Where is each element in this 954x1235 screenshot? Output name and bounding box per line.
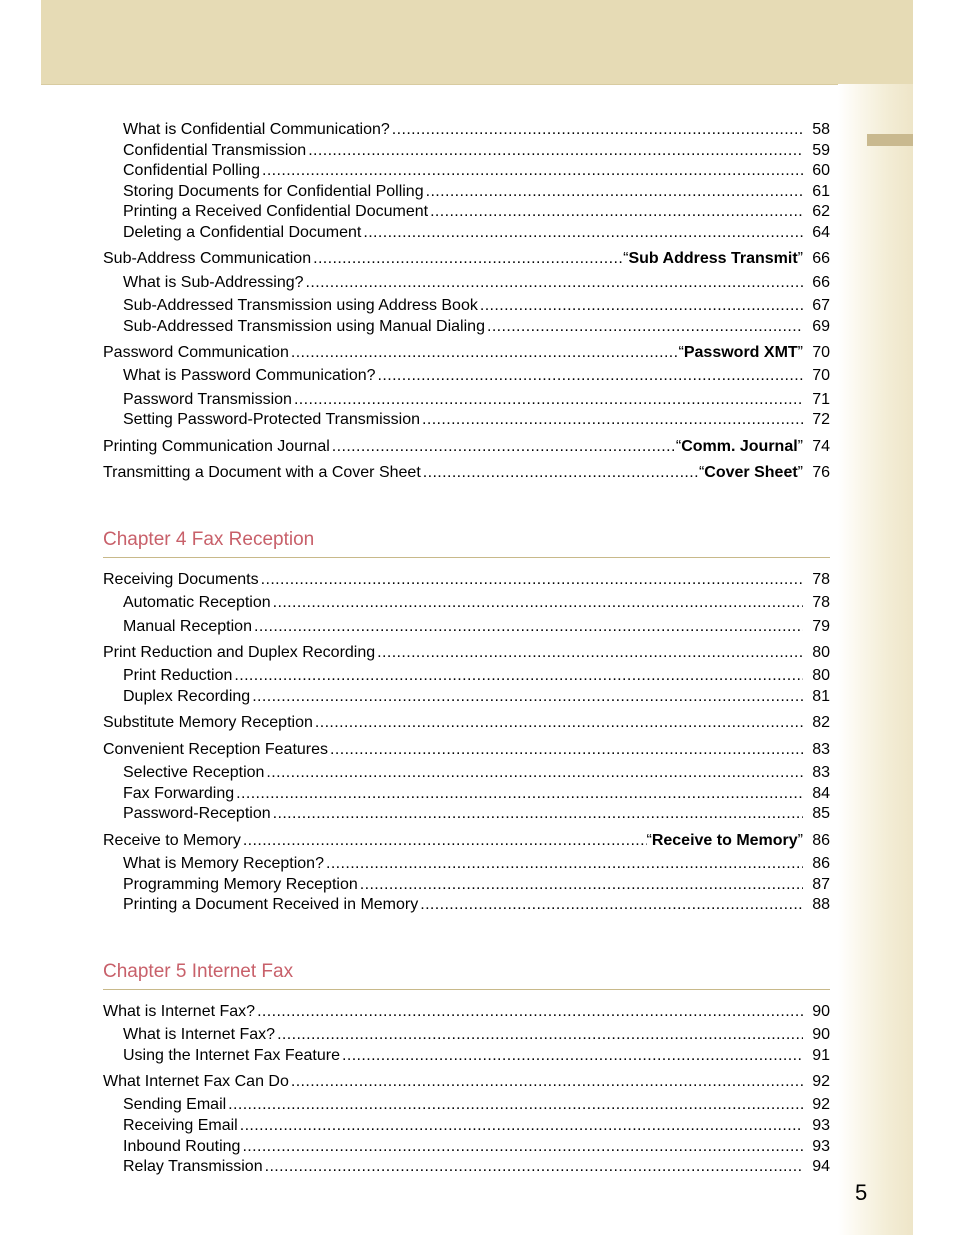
toc-entry-title: Print Reduction bbox=[123, 667, 233, 684]
toc-entry-title: Print Reduction and Duplex Recording bbox=[103, 644, 376, 661]
toc-entry-page: 66 bbox=[812, 274, 830, 291]
toc-entry[interactable] bbox=[123, 223, 830, 243]
dot-leader bbox=[294, 390, 803, 410]
dot-leader bbox=[315, 713, 803, 733]
dot-leader bbox=[332, 437, 676, 457]
toc-entry-page: 83 bbox=[812, 741, 830, 758]
toc-entry-title: Confidential Polling bbox=[123, 162, 260, 179]
toc-entry-title: What is Internet Fax? bbox=[123, 1026, 276, 1043]
dot-leader bbox=[243, 831, 647, 851]
toc-entry-title: Printing Communication Journal bbox=[103, 438, 330, 455]
toc-entry[interactable] bbox=[123, 296, 830, 316]
toc-entry[interactable] bbox=[103, 643, 830, 663]
toc-entry-page: 94 bbox=[812, 1158, 830, 1175]
toc-entry-title: Password Transmission bbox=[123, 391, 292, 408]
toc-entry[interactable] bbox=[123, 687, 830, 707]
page-edge-strip bbox=[838, 84, 913, 1235]
dot-leader bbox=[234, 666, 803, 686]
toc-entry-keyword-text: Receive to Memory bbox=[651, 832, 798, 849]
toc-entry-page: 85 bbox=[812, 805, 830, 822]
toc-entry-page: 80 bbox=[812, 644, 830, 661]
dot-leader bbox=[265, 1157, 803, 1177]
dot-leader bbox=[480, 296, 803, 316]
toc-entry-title: Duplex Recording bbox=[123, 688, 251, 705]
toc-entry-page: 92 bbox=[812, 1096, 830, 1113]
toc-entry[interactable] bbox=[123, 617, 830, 637]
toc-entry-keyword: “Password XMT” bbox=[678, 344, 803, 361]
toc-entry-title: What is Sub-Addressing? bbox=[123, 274, 304, 291]
toc-entry-title: Using the Internet Fax Feature bbox=[123, 1047, 340, 1064]
toc-entry-page: 58 bbox=[812, 121, 830, 138]
toc-entry[interactable] bbox=[103, 1072, 830, 1092]
toc-entry-title: Password Communication bbox=[103, 344, 289, 361]
toc-entry-title: Password-Reception bbox=[123, 805, 271, 822]
dot-leader bbox=[422, 410, 803, 430]
toc-entry-page: 59 bbox=[812, 142, 830, 159]
toc-entry-page: 71 bbox=[812, 391, 830, 408]
toc-entry-page: 90 bbox=[812, 1026, 830, 1043]
toc-entry-page: 91 bbox=[812, 1047, 830, 1064]
toc-entry[interactable] bbox=[123, 317, 830, 337]
toc-entry-page: 87 bbox=[812, 876, 830, 893]
toc-entry[interactable] bbox=[103, 713, 830, 733]
toc-entry-page: 92 bbox=[812, 1073, 830, 1090]
toc-entry-page: 93 bbox=[812, 1138, 830, 1155]
toc-entry-keyword: “Receive to Memory” bbox=[646, 832, 803, 849]
toc-entry-page: 74 bbox=[812, 438, 830, 455]
dot-leader bbox=[240, 1116, 803, 1136]
toc-entry-page: 72 bbox=[812, 411, 830, 428]
header-band bbox=[41, 0, 913, 85]
toc-entry-title: Inbound Routing bbox=[123, 1138, 241, 1155]
dot-leader bbox=[360, 875, 803, 895]
toc-entry-title: Sub-Address Communication bbox=[103, 250, 312, 267]
toc-entry[interactable] bbox=[123, 410, 830, 430]
toc-entry-page: 88 bbox=[812, 896, 830, 913]
toc-entry-title: Substitute Memory Reception bbox=[103, 714, 313, 731]
chapter-5-title: Chapter 5 Internet Fax bbox=[103, 961, 294, 982]
dot-leader bbox=[262, 161, 803, 181]
dot-leader bbox=[342, 1046, 803, 1066]
dot-leader bbox=[330, 740, 803, 760]
toc-entry[interactable] bbox=[103, 570, 830, 590]
toc-entry-title: Sub-Addressed Transmission using Address Book bbox=[123, 297, 478, 314]
toc-entry[interactable] bbox=[123, 1095, 830, 1115]
toc-entry[interactable] bbox=[123, 120, 830, 140]
chapter-5-heading bbox=[103, 961, 830, 990]
dot-leader bbox=[308, 141, 803, 161]
dot-leader bbox=[254, 617, 803, 637]
dot-leader bbox=[363, 223, 803, 243]
toc-entry-page: 76 bbox=[812, 464, 830, 481]
dot-leader bbox=[273, 593, 803, 613]
dot-leader bbox=[277, 1025, 803, 1045]
toc-entry-page: 86 bbox=[812, 832, 830, 849]
toc-entry-page: 78 bbox=[812, 594, 830, 611]
toc-entry-title: Sending Email bbox=[123, 1096, 227, 1113]
toc-entry-page: 70 bbox=[812, 344, 830, 361]
toc-entry[interactable] bbox=[123, 1137, 830, 1157]
toc-entry-page: 84 bbox=[812, 785, 830, 802]
toc-entry[interactable] bbox=[123, 593, 830, 613]
toc-entry-title: What is Confidential Communication? bbox=[123, 121, 390, 138]
toc-entry-page: 90 bbox=[812, 1003, 830, 1020]
toc-entry-keyword-text: Comm. Journal bbox=[681, 438, 798, 455]
toc-entry-page: 79 bbox=[812, 618, 830, 635]
toc-entry-page: 61 bbox=[812, 183, 830, 200]
toc-entry[interactable] bbox=[123, 366, 830, 386]
toc-entry-page: 60 bbox=[812, 162, 830, 179]
toc-entry-title: Storing Documents for Confidential Polling bbox=[123, 183, 424, 200]
dot-leader bbox=[228, 1095, 803, 1115]
dot-leader bbox=[242, 1137, 803, 1157]
dot-leader bbox=[377, 643, 803, 663]
toc-entry[interactable] bbox=[123, 895, 830, 915]
toc-entry-title: Printing a Document Received in Memory bbox=[123, 896, 419, 913]
toc-entry-title: Convenient Reception Features bbox=[103, 741, 329, 758]
toc-entry-title: Receiving Documents bbox=[103, 571, 259, 588]
dot-leader bbox=[392, 120, 803, 140]
toc-entry-page: 82 bbox=[812, 714, 830, 731]
dot-leader bbox=[313, 249, 623, 269]
dot-leader bbox=[423, 463, 699, 483]
toc-entry-title: Programming Memory Reception bbox=[123, 876, 358, 893]
dot-leader bbox=[261, 570, 803, 590]
toc-entry[interactable] bbox=[123, 182, 830, 202]
toc-entry[interactable] bbox=[123, 1157, 830, 1177]
toc-entry[interactable] bbox=[123, 784, 830, 804]
toc-entry-title: Fax Forwarding bbox=[123, 785, 235, 802]
toc-entry[interactable] bbox=[103, 1002, 830, 1022]
toc-entry-title: Receive to Memory bbox=[103, 832, 241, 849]
toc-entry[interactable] bbox=[123, 875, 830, 895]
chapter-4-heading bbox=[103, 529, 830, 558]
toc-entry-page: 70 bbox=[812, 367, 830, 384]
toc-entry-page: 86 bbox=[812, 855, 830, 872]
toc-entry-title: What is Internet Fax? bbox=[103, 1003, 256, 1020]
toc-entry[interactable] bbox=[103, 249, 830, 269]
toc-entry-title: Confidential Transmission bbox=[123, 142, 307, 159]
toc-entry[interactable] bbox=[123, 1046, 830, 1066]
toc-entry[interactable] bbox=[103, 463, 830, 483]
toc-entry[interactable] bbox=[123, 161, 830, 181]
toc-entry-title: Receiving Email bbox=[123, 1117, 238, 1134]
toc-entry-title: What is Memory Reception? bbox=[123, 855, 324, 872]
toc-entry[interactable] bbox=[123, 202, 830, 222]
toc-entry-page: 93 bbox=[812, 1117, 830, 1134]
toc-entry-keyword: “Cover Sheet” bbox=[698, 464, 803, 481]
toc-entry[interactable] bbox=[103, 437, 830, 457]
toc-entry[interactable] bbox=[123, 804, 830, 824]
toc-entry[interactable] bbox=[123, 763, 830, 783]
dot-leader bbox=[257, 1002, 803, 1022]
toc-entry[interactable] bbox=[123, 1025, 830, 1045]
toc-entry-page: 80 bbox=[812, 667, 830, 684]
toc-entry[interactable] bbox=[103, 831, 830, 851]
toc-entry-title: Automatic Reception bbox=[123, 594, 271, 611]
toc-entry-page: 62 bbox=[812, 203, 830, 220]
toc-entry-page: 67 bbox=[812, 297, 830, 314]
toc-entry-page: 78 bbox=[812, 571, 830, 588]
chapter-4-title: Chapter 4 Fax Reception bbox=[103, 529, 315, 550]
page-number: 5 bbox=[855, 1180, 868, 1205]
dot-leader bbox=[252, 687, 803, 707]
toc-entry-title: Relay Transmission bbox=[123, 1158, 263, 1175]
dot-leader bbox=[291, 1072, 803, 1092]
toc-entry-title: Printing a Received Confidential Document bbox=[123, 203, 429, 220]
toc-entry-title: Transmitting a Document with a Cover Sheet bbox=[103, 464, 421, 481]
toc-entry-keyword: “Comm. Journal” bbox=[675, 438, 803, 455]
toc-entry-title: What is Password Communication? bbox=[123, 367, 376, 384]
dot-leader bbox=[430, 202, 803, 222]
toc-entry[interactable] bbox=[103, 740, 830, 760]
dot-leader bbox=[306, 273, 803, 293]
toc-entry[interactable] bbox=[103, 343, 830, 363]
toc-entry-keyword: “Sub Address Transmit” bbox=[623, 250, 803, 267]
toc-entry-title: What Internet Fax Can Do bbox=[103, 1073, 289, 1090]
toc-entry-keyword-text: Sub Address Transmit bbox=[628, 250, 798, 267]
dot-leader bbox=[236, 784, 803, 804]
toc-entry-title: Sub-Addressed Transmission using Manual Dialing bbox=[123, 318, 485, 335]
toc-entry-keyword-text: Cover Sheet bbox=[704, 464, 798, 481]
toc-entry-page: 83 bbox=[812, 764, 830, 781]
chapter-tab-marker bbox=[867, 134, 913, 146]
dot-leader bbox=[487, 317, 803, 337]
toc-entry[interactable] bbox=[123, 390, 830, 410]
toc-entry-title: Selective Reception bbox=[123, 764, 265, 781]
toc-entry-title: Setting Password-Protected Transmission bbox=[123, 411, 421, 428]
toc-entry[interactable] bbox=[123, 854, 830, 874]
toc-entry[interactable] bbox=[123, 666, 830, 686]
toc-entry-page: 81 bbox=[812, 688, 830, 705]
dot-leader bbox=[266, 763, 803, 783]
toc-entry[interactable] bbox=[123, 1116, 830, 1136]
toc-entry-title: Deleting a Confidential Document bbox=[123, 224, 362, 241]
toc-entry[interactable] bbox=[123, 141, 830, 161]
dot-leader bbox=[273, 804, 803, 824]
toc-entry-keyword-text: Password XMT bbox=[683, 344, 798, 361]
toc-entry-page: 64 bbox=[812, 224, 830, 241]
dot-leader bbox=[378, 366, 803, 386]
toc-entry-title: Manual Reception bbox=[123, 618, 252, 635]
dot-leader bbox=[291, 343, 679, 363]
dot-leader bbox=[426, 182, 803, 202]
toc-entry-page: 66 bbox=[812, 250, 830, 267]
toc-entry[interactable] bbox=[123, 273, 830, 293]
dot-leader bbox=[326, 854, 803, 874]
toc-entry-page: 69 bbox=[812, 318, 830, 335]
dot-leader bbox=[420, 895, 803, 915]
